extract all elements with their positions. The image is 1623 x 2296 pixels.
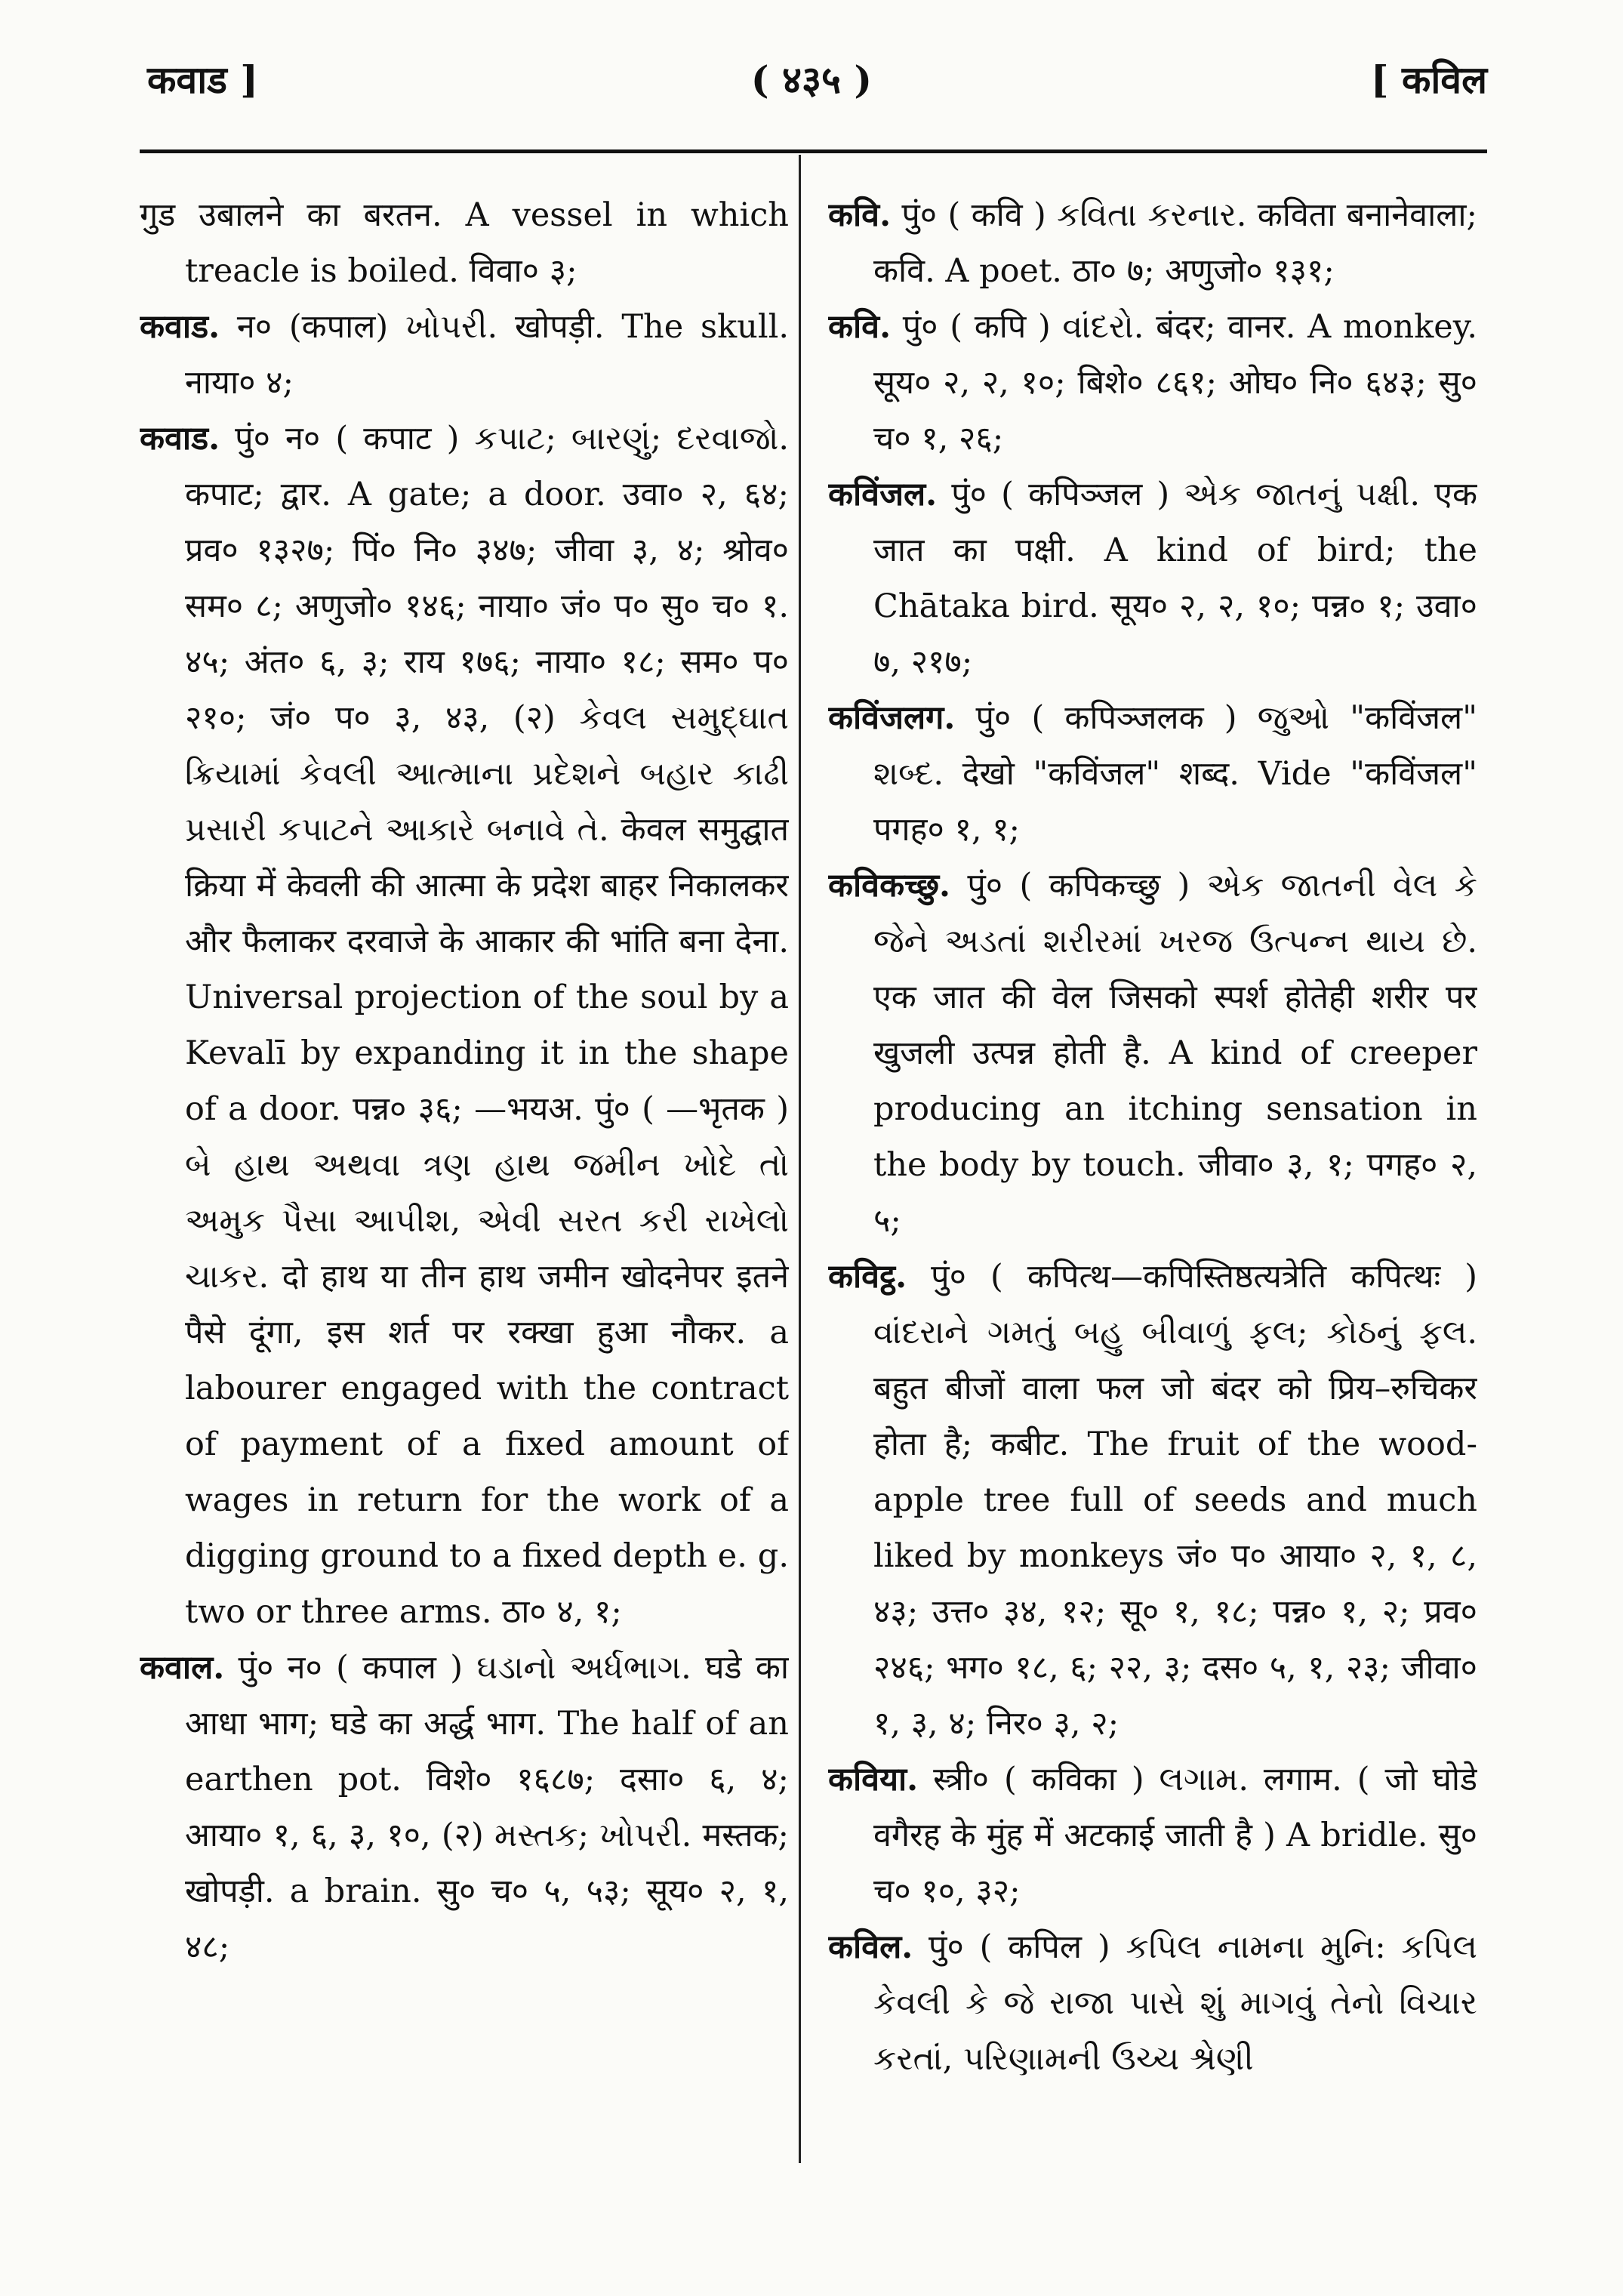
entry-text: पुं० ( कवि ) કવિતા કરનાર. कविता बनानेवाला; कवि. A poet. ठा० ७; अणुजो० १३१;: [873, 196, 1477, 290]
entry-headword: कवि.: [828, 308, 892, 346]
entry-headword: कविंजलग.: [828, 699, 956, 737]
dictionary-entry: [828, 1919, 1477, 2087]
entry-text: न० (कपाल) ખોપરી. खोपड़ी. The skull. नाया० ४;: [185, 308, 789, 402]
header-left-guideword: कवाड ]: [147, 57, 258, 102]
entry-headword: कवाड.: [140, 308, 220, 346]
entry-headword: कवाल.: [140, 1649, 225, 1687]
dictionary-entry: [140, 187, 789, 299]
entry-text: पुं० ( कपिञ्जलक ) જુઓ "कविंजल" શબ્દ. देखो "कविंजल" शब्द. Vide "कविंजल" पगह० १, १;: [873, 699, 1477, 849]
dictionary-entry: [828, 1249, 1477, 1752]
dictionary-entry: [828, 858, 1477, 1249]
entry-headword: कविया.: [828, 1761, 919, 1798]
entry-headword: कवाड.: [140, 420, 220, 458]
header-right-guideword: [ कविल: [1370, 57, 1487, 102]
entry-text: स्त्री० ( कविका ) લગામ. लगाम. ( जो घोडे वगैरह के मुंह में अटकाई जाती है ) A bridle. सु० च० १०, ३२;: [873, 1761, 1477, 1910]
entry-text: पुं० ( कपि ) વાંદરો. बंदर; वानर. A monkey. सूय० २, २, १०; बिशे० ८६१; ओघ० नि० ६४३; सु० च० १, २६;: [873, 308, 1477, 458]
entry-text: पुं० ( कपिकच्छु ) એક જાતની વેલ કે જેને અડતાં શરીરમાં ખરજ ઉત્પન્ન થાય છે. एक जात की वेल जिसको स्पर्श होतेही शरीर पर खुजली उत्पन्न होती है. A kind of creeper producing an itching sensation in the body by touch. जीवा० ३, १; पगह० २, ५;: [873, 867, 1477, 1240]
dictionary-entry: [828, 1752, 1477, 1919]
entry-text: पुं० न० ( कपाट ) કપાટ; બારણું; દરવાજો. कपाट; द्वार. A gate; a door. उवा० २, ६४; प्रव० १३२७; पिं० नि० ३४७; जीवा ३, ४; श्रोव० सम० ८; अणुजो० १४६; नाया० जं० प० सु० च० १. ४५; अंत० ६, ३; राय १७६; नाया० १८; सम० प० २१०; जं० प० ३, ४३, (२) કેવલ સમુદ્ઘાત ક્રિયામાં કેવલી આત્માના પ્રદેશને બહાર કાઢી પ્રસારી કપાટને આકારે બનાવે તે. केवल समुद्घात क्रिया में केवली की आत्मा के प्रदेश बाहर निकालकर और फैलाकर दरवाजे के आकार की भांति बना देना. Universal projection of the soul by a Kevalī by expanding it in the shape of a door. पन्न० ३६; —भयअ. पुं० ( —भृतक ) બે હાથ અથવા ત્રણ હાથ જમીન ખોદે તો અમુક પૈસા આપીશ, એવી સરત કરી રાખેલો ચાકર. दो हाथ या तीन हाथ जमीन खोदनेपर इतने पैसे दूंगा, इस शर्त पर रक्खा हुआ नौकर. a labourer engaged with the contract of payment of a fixed amount of wages in return for the work of a digging ground to a fixed depth e. g. two or three arms. ठा० ४, १;: [185, 420, 789, 1631]
dictionary-entry: [140, 1640, 789, 1975]
entry-text: पुं० ( कपिल ) કપિલ નામના મુનિ: કપિલ કેવલી કે જે રાજા પાસે શું માગવું તેનો વિચાર કરતાં, પરિણામની ઉચ્ચ શ્રેણી: [873, 1928, 1477, 2078]
entry-headword: कवि.: [828, 196, 892, 234]
entry-headword: कविल.: [828, 1928, 913, 1966]
left-column: [140, 187, 789, 1975]
entry-text: पुं० ( कपित्थ—कपिस्तिष्ठत्यत्रेति कपित्थः ) વાંદરાને ગમતું બહુ બીવાળું ફલ; કોઠનું ફલ. बहुत बीजों वाला फल जो बंदर को प्रिय–रुचिकर होता है; कबीट. The fruit of the wood-apple tree full of seeds and much liked by monkeys जं० प० आया० २, १, ८, ४३; उत्त० ३४, १२; सू० १, १८; पन्न० १, २; प्रव० २४६; भग० १८, ६; २२, ३; दस० ५, १, २३; जीवा० १, ३, ४; निर० ३, २;: [873, 1258, 1477, 1743]
entry-text: पुं० न० ( कपाल ) ઘડાનો અર્ધભાગ. घडे का आधा भाग; घडे का अर्द्ध भाग. The half of an earthen pot. विशे० १६८७; दसा० ६, ४; आया० १, ६, ३, १०, (२) મસ્તક; ખોપરી. मस्तक; खोपड़ी. a brain. सु० च० ५, ५३; सूय० २, १, ४८;: [185, 1649, 789, 1966]
dictionary-entry: [140, 299, 789, 411]
entry-text: गुड उबालने का बरतन. A vessel in which treacle is boiled. विवा० ३;: [140, 196, 789, 290]
page-number: ( ४३५ ): [750, 57, 873, 102]
header-rule: [140, 149, 1487, 153]
dictionary-entry: [828, 690, 1477, 858]
dictionary-entry: [140, 411, 789, 1640]
entry-headword: कविंजल.: [828, 476, 938, 513]
entry-headword: कविकच्छु.: [828, 867, 951, 905]
dictionary-entry: [828, 187, 1477, 299]
dictionary-entry: [828, 299, 1477, 467]
entry-headword: कविट्ठ.: [828, 1258, 907, 1296]
entry-text: पुं० ( कपिञ्जल ) એક જાતનું પક્ષી. एक जात का पक्षी. A kind of bird; the Chātaka bird. सूय० २, २, १०; पन्न० १; उवा० ७, २१७;: [873, 476, 1477, 681]
column-divider: [799, 155, 801, 2163]
right-column: [828, 187, 1477, 2087]
dictionary-entry: [828, 467, 1477, 690]
